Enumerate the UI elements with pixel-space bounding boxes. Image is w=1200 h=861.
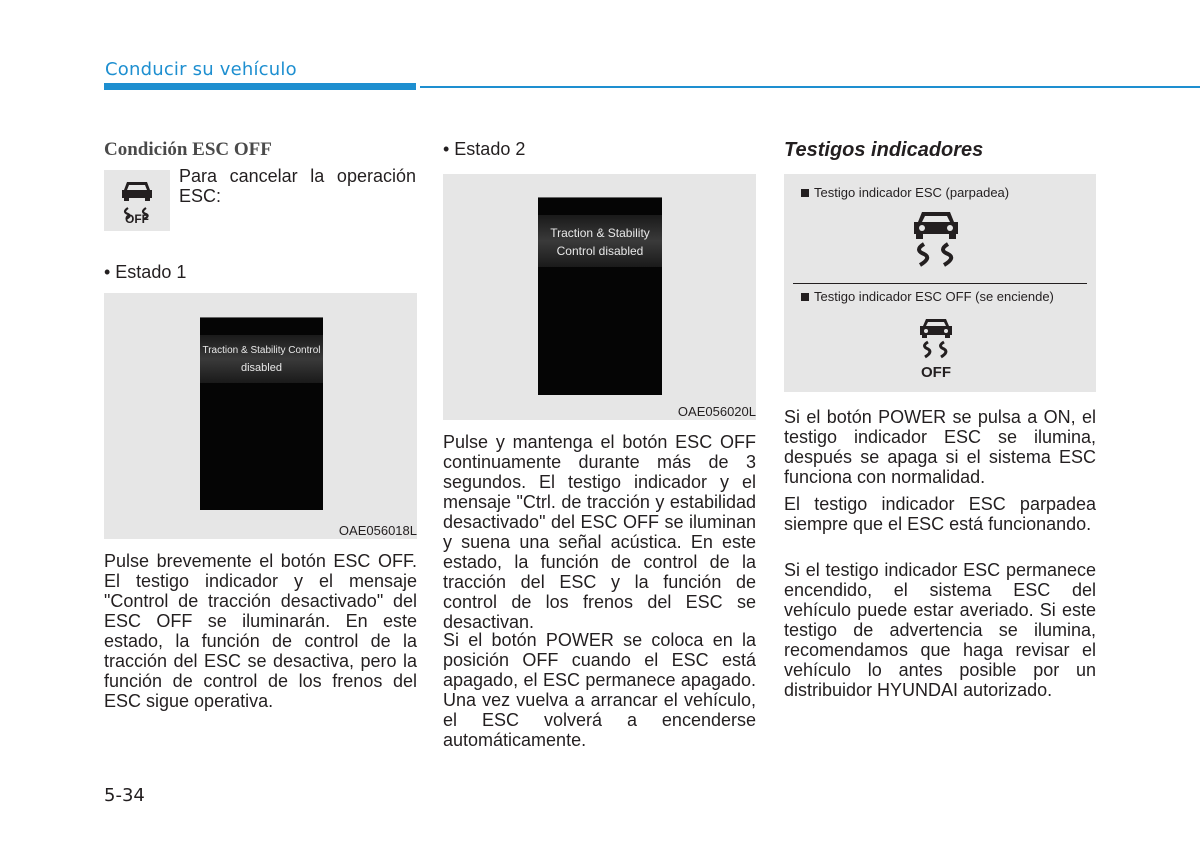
state1-label: • Estado 1 (104, 262, 187, 282)
indicator-row-1 (801, 185, 1009, 200)
screen-message-line2: disabled (241, 362, 282, 374)
figure-state1 (104, 293, 417, 539)
figure-caption: OAE056020L (677, 404, 756, 419)
esc-off-icon-label: OFF (125, 212, 149, 226)
screen-message-line2: Control disabled (556, 244, 644, 258)
bullet-square-icon (801, 293, 809, 301)
indicators-heading: Testigos indicadores (784, 139, 984, 161)
indicator-row-2 (801, 289, 1054, 304)
display-screen-state2 (538, 197, 662, 395)
screen-message-line1: Traction & Stability (550, 226, 650, 240)
indicators-paragraph-2: El testigo indicador ESC parpadea siempre que el ESC está funcionando. (784, 494, 1096, 534)
figure-caption: OAE056018L (338, 523, 417, 538)
state2-label: • Estado 2 (443, 139, 526, 159)
page-number: 5-34 (104, 785, 145, 806)
header-bar-thick (104, 83, 416, 90)
esc-off-heading: Condición ESC OFF (104, 139, 272, 160)
indicators-paragraph-1: Si el botón POWER se pulsa a ON, el testigo indicador ESC se ilumina, después se apaga si el sistema ESC funciona con normalidad. (784, 407, 1096, 487)
figure-state2 (443, 174, 756, 420)
esc-car-skid-icon (904, 208, 968, 272)
state2-paragraph-1: Pulse y mantenga el botón ESC OFF continuamente durante más de 3 segundos. El testigo indicador y el mensaje "Ctrl. de tracción y estabilidad desactivado" del ESC OFF se iluminan y suena una señal acústica. En este estado, la función de control de la tracción del ESC y la función de control de los frenos del ESC se desactivan. (443, 432, 756, 632)
indicator2-off-label: OFF (921, 364, 951, 381)
indicators-paragraph-3: Si el testigo indicador ESC permanece encendido, el sistema ESC del vehículo puede estar averiado. Si este testigo de advertencia se ilumina, recomendamos que haga revisar el vehículo lo antes posible por un distribuidor HYUNDAI autorizado. (784, 560, 1096, 700)
divider (793, 283, 1087, 284)
bullet-square-icon (801, 189, 809, 197)
screen-message-line1: Traction & Stability Control (202, 345, 321, 356)
section-title: Conducir su vehículo (105, 59, 297, 80)
esc-off-icon-box (104, 170, 170, 231)
indicator2-label: Testigo indicador ESC OFF (se enciende) (814, 289, 1054, 304)
esc-off-intro: Para cancelar la operación ESC: (179, 166, 416, 206)
display-screen-state1 (200, 317, 323, 510)
esc-off-car-skid-icon (914, 316, 958, 362)
state2-paragraph-2: Si el botón POWER se coloca en la posición OFF cuando el ESC está apagado, el ESC permanece apagado. Una vez vuelva a arrancar el vehículo, el ESC volverá a encenderse automáticamente. (443, 630, 756, 750)
header-bar-thin (420, 86, 1200, 88)
indicator-lights-box (784, 174, 1096, 392)
state1-paragraph: Pulse brevemente el botón ESC OFF. El testigo indicador y el mensaje "Control de tracción desactivado" del ESC OFF se iluminarán. En este estado, la función de control de la tracción del ESC se desactiva, pero la función de control de los frenos del ESC sigue operativa. (104, 551, 417, 711)
indicator1-label: Testigo indicador ESC (parpadea) (814, 185, 1010, 200)
